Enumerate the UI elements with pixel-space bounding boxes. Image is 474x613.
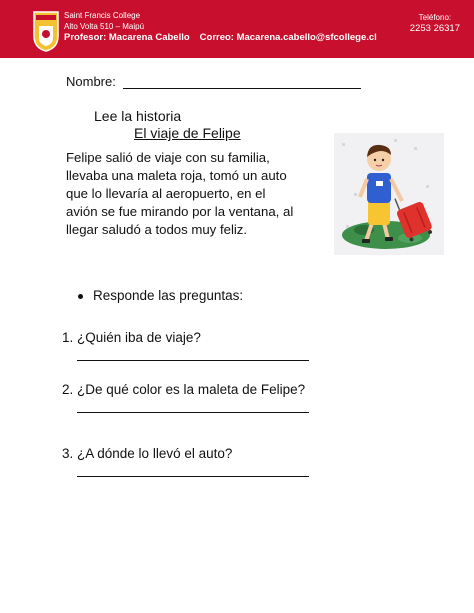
story-line: llegar saludó a todos muy feliz. <box>66 222 248 237</box>
story-text <box>66 149 318 239</box>
question-3: 3. ¿A dónde lo llevó el auto? <box>62 446 233 461</box>
answer-instruction <box>78 288 243 303</box>
teacher-name: Profesor: Macarena Cabello <box>64 32 190 43</box>
story-line: Felipe salió de viaje con su familia, <box>66 150 270 165</box>
answer-line-3[interactable] <box>77 476 309 477</box>
answer-instruction-text: Responde las preguntas: <box>93 288 244 303</box>
story-title: El viaje de Felipe <box>134 125 241 141</box>
answer-line-1[interactable] <box>77 360 309 361</box>
name-answer-line[interactable] <box>123 88 361 89</box>
name-label: Nombre: <box>66 74 116 89</box>
phone-label: Teléfono: <box>418 13 452 22</box>
school-name: Saint Francis College <box>64 11 141 20</box>
phone-block <box>410 12 460 34</box>
teacher-email: Correo: Macarena.cabello@sfcollege.cl <box>199 32 377 43</box>
story-line: llevaba una maleta roja, tomó un auto <box>66 168 287 183</box>
story-line: que lo llevaría al aeropuerto, en el <box>66 186 266 201</box>
read-instruction: Lee la historia <box>94 108 182 124</box>
bullet-icon <box>78 294 83 299</box>
phone-number: 2253 26317 <box>409 23 460 34</box>
school-info <box>64 10 377 43</box>
boy-with-suitcase-illustration <box>334 133 444 255</box>
story-line: avión se fue mirando por la ventana, al <box>66 204 294 219</box>
name-field <box>66 74 116 89</box>
answer-line-2[interactable] <box>77 412 309 413</box>
school-crest-logo <box>32 8 60 52</box>
question-1: 1. ¿Quién iba de viaje? <box>62 330 201 345</box>
school-address: Alto Volta 510 – Maipú <box>64 22 145 31</box>
question-2: 2. ¿De qué color es la maleta de Felipe? <box>62 382 306 397</box>
school-header <box>0 0 474 58</box>
